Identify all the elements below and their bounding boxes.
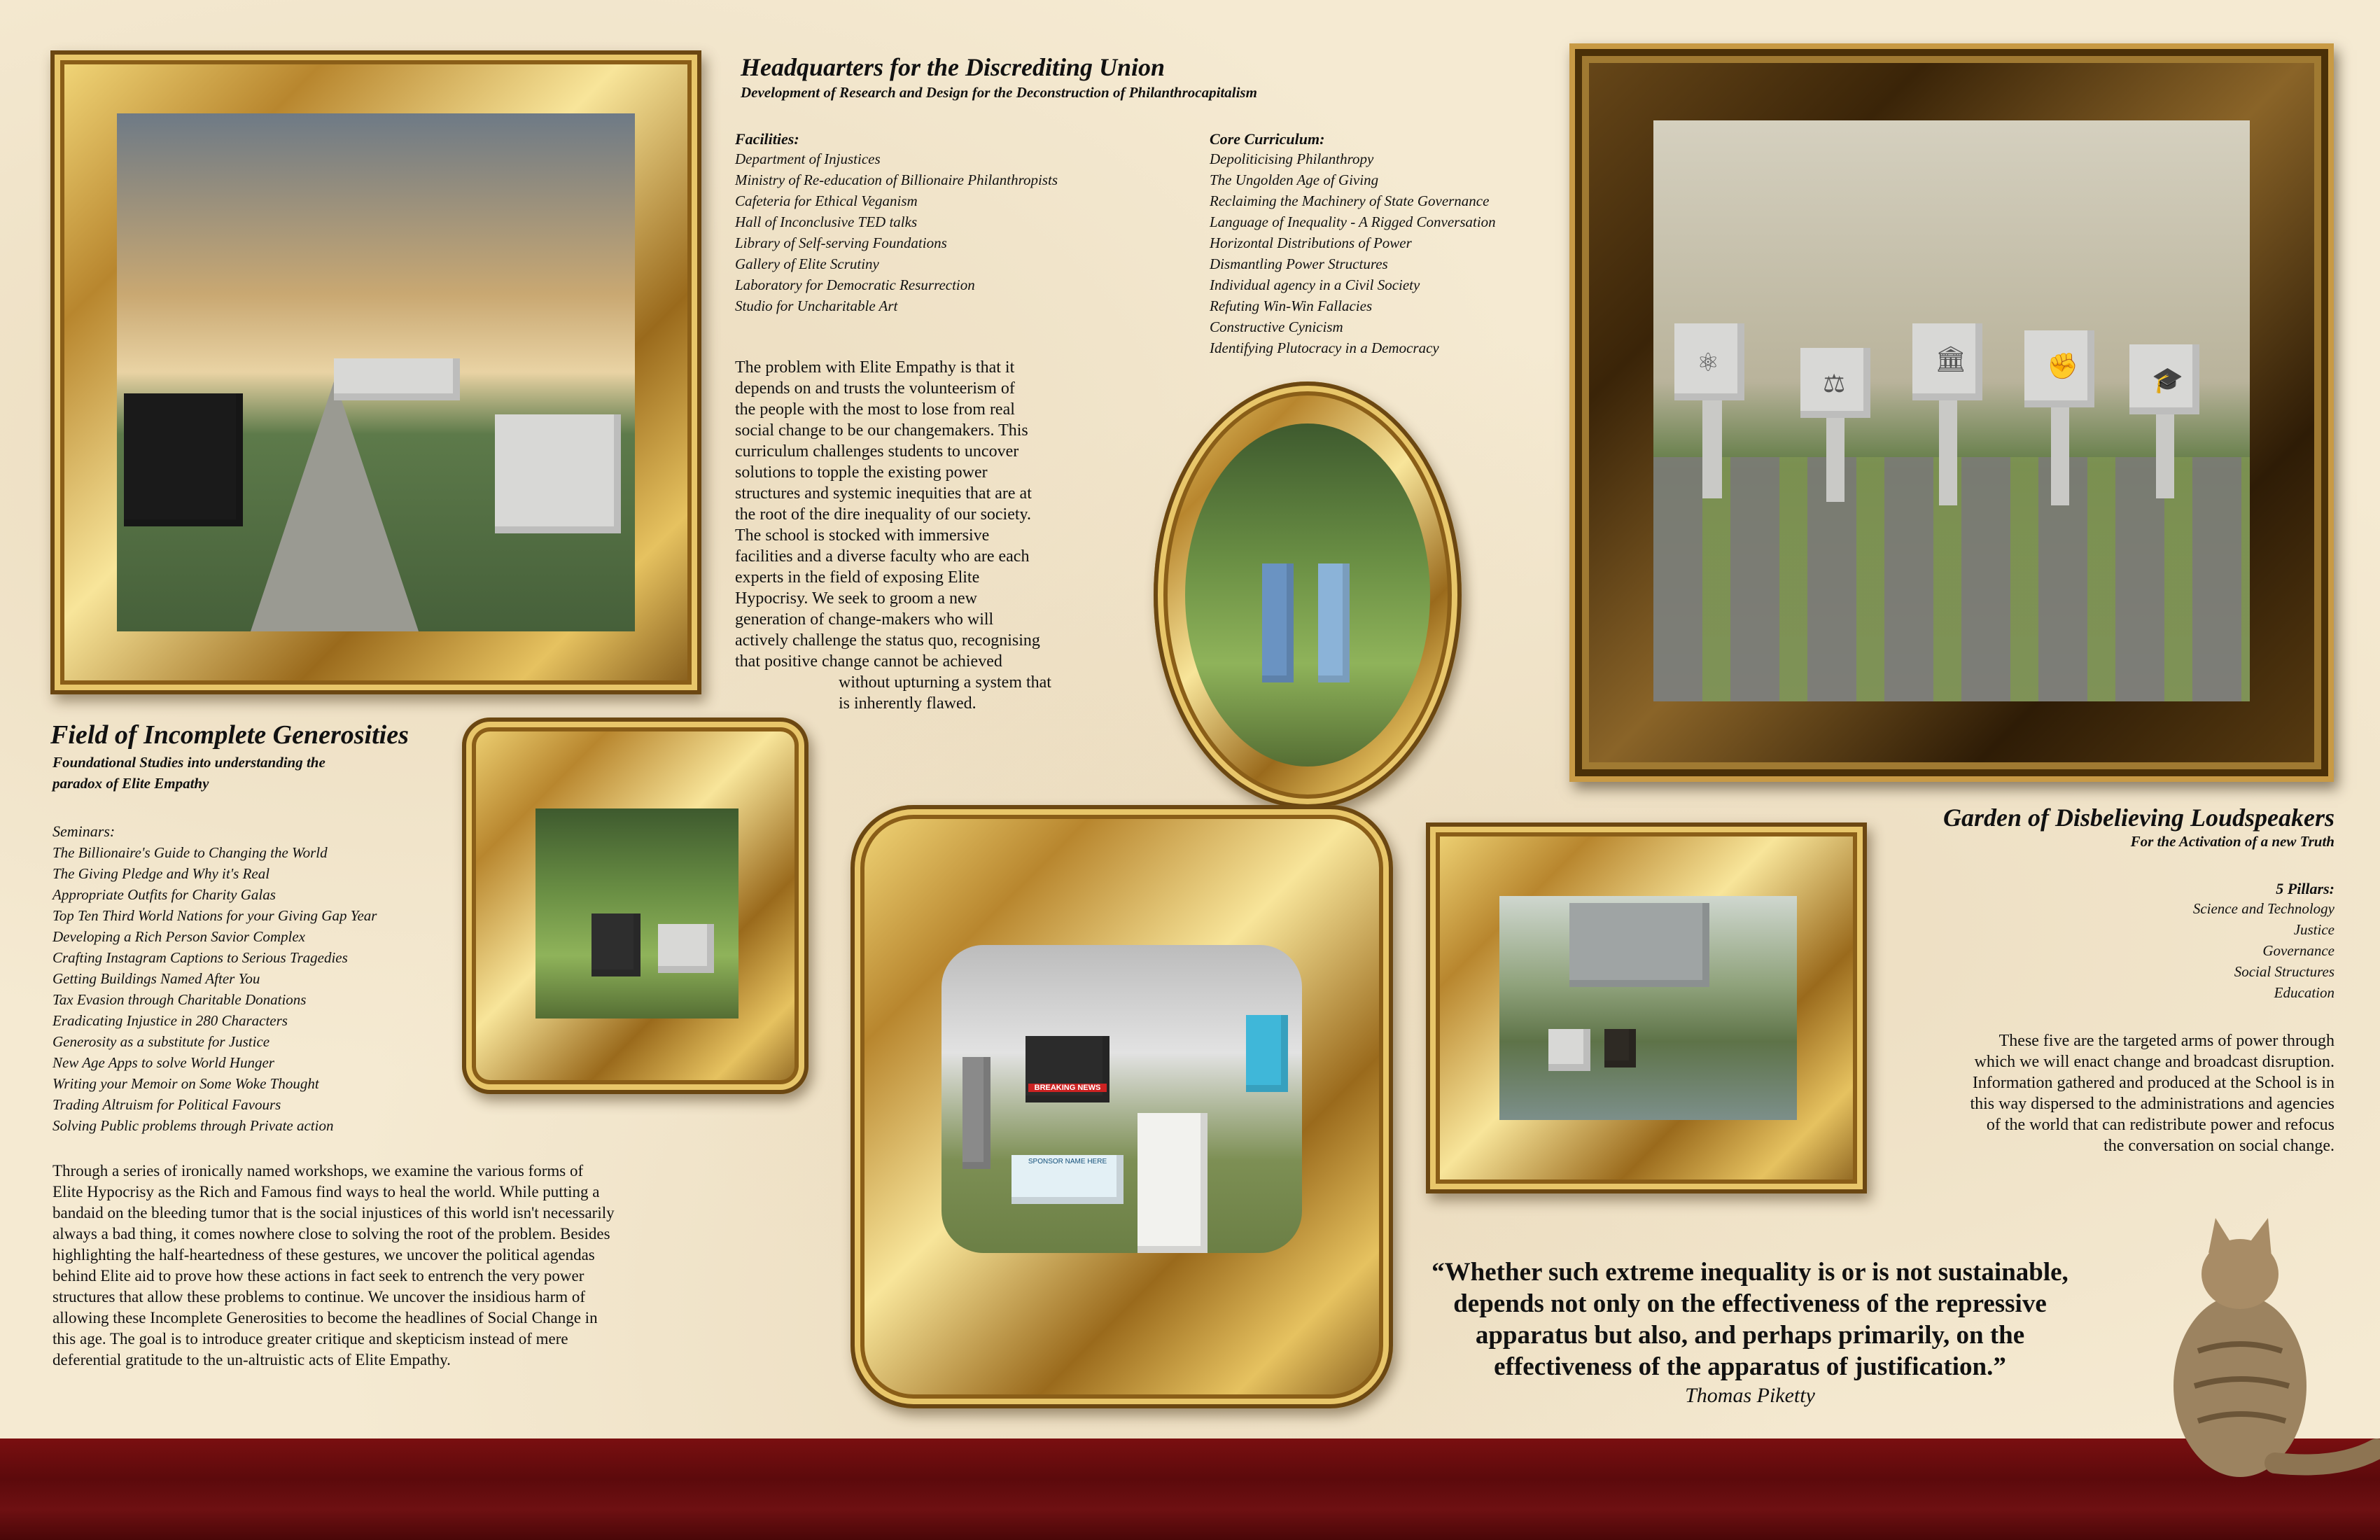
list-item: Hall of Inconclusive TED talks [735, 214, 918, 230]
red-floor [0, 1438, 2380, 1540]
stone-cube [658, 924, 714, 973]
grey-building [1569, 903, 1709, 987]
subtitle-line: Foundational Studies into understanding the [52, 754, 326, 771]
lake-painting [1499, 896, 1797, 1120]
list-item: Depoliticising Philanthropy [1210, 150, 1374, 167]
field-body [52, 1161, 752, 1371]
list-item: The Billionaire's Guide to Changing the World [52, 844, 328, 861]
bench-painting [536, 808, 738, 1018]
list-item: Laboratory for Democratic Resurrection [735, 276, 975, 293]
core-list [1210, 148, 1496, 358]
list-item: New Age Apps to solve World Hunger [52, 1054, 274, 1071]
list-item: Trading Altruism for Political Favours [52, 1096, 281, 1113]
body-line: allowing these Incomplete Generosities to become the headlines of Social Change in [52, 1309, 598, 1326]
cat-tail [2275, 1449, 2376, 1465]
list-item: The Giving Pledge and Why it's Real [52, 865, 270, 882]
hq-body [735, 357, 1127, 714]
list-item: Library of Self-serving Foundations [735, 234, 947, 251]
body-line: These five are the targeted arms of power through [1998, 1032, 2334, 1050]
body-line: generation of change-makers who will [735, 610, 994, 629]
body-line: without upturning a system that [839, 673, 1051, 692]
monitor-cube [1548, 1029, 1590, 1071]
list-item: Department of Injustices [735, 150, 881, 167]
body-line: this age. The goal is to introduce greater critique and skepticism instead of mere [52, 1330, 568, 1348]
body-line: bandaid on the bleeding tumor that is the social injustices of this world isn't necessarily [52, 1204, 615, 1222]
list-item: Top Ten Third World Nations for your Giving Gap Year [52, 907, 377, 924]
quote-line: depends not only on the effectiveness of the repressive [1453, 1289, 2047, 1318]
facilities-block [735, 130, 1058, 316]
pillar-stem-5 [2156, 414, 2174, 498]
list-item: Crafting Instagram Captions to Serious Tragedies [52, 949, 348, 966]
list-item: Constructive Cynicism [1210, 318, 1343, 335]
list-item: Education [2274, 984, 2334, 1001]
list-item: Appropriate Outfits for Charity Galas [52, 886, 276, 903]
list-item: Eradicating Injustice in 280 Characters [52, 1012, 288, 1029]
body-line: depends on and trusts the volunteerism of [735, 379, 1015, 398]
body-line: The problem with Elite Empathy is that it [735, 358, 1015, 377]
field-subtitle [52, 752, 326, 794]
pillars-block [2193, 880, 2334, 1003]
list-item: Justice [2293, 921, 2334, 938]
quote-line: “Whether such extreme inequality is or is not sustainable, [1432, 1258, 2068, 1287]
walker-left [1262, 564, 1294, 682]
tv-screen [1026, 1036, 1110, 1102]
pillars-painting [1653, 120, 2250, 701]
frame-gallery-painting [850, 805, 1393, 1408]
field-title: Field of Incomplete Generosities [50, 720, 409, 750]
scales-icon: ⚖ [1823, 370, 1846, 398]
list-item: Science and Technology [2192, 900, 2334, 917]
list-item: Gallery of Elite Scrutiny [735, 255, 879, 272]
body-line: highlighting the half-heartedness of these gestures, we uncover the political agendas [52, 1246, 595, 1264]
courthouse-icon: 🏛 [1935, 345, 1967, 373]
body-line: is inherently flawed. [839, 694, 976, 713]
distant-building [334, 358, 460, 400]
list-item: Dismantling Power Structures [1210, 255, 1388, 272]
body-line: facilities and a diverse faculty who are each [735, 547, 1030, 566]
garden-body [1844, 1030, 2334, 1156]
white-bench [495, 414, 621, 533]
hq-title: Headquarters for the Discrediting Union [741, 53, 1166, 81]
forest-walk-painting [1185, 424, 1430, 766]
pillar-stem-4 [2051, 407, 2069, 505]
frame-pillars-painting [1569, 43, 2334, 782]
list-item: Identifying Plutocracy in a Democracy [1210, 340, 1439, 356]
frame-path-painting [50, 50, 701, 694]
frame-bench-painting [462, 718, 808, 1094]
body-line: of the world that can redistribute power and refocus [1986, 1116, 2334, 1134]
list-item: Reclaiming the Machinery of State Governance [1210, 192, 1490, 209]
body-line: deferential gratitude to the un-altruistic acts of Elite Empathy. [52, 1351, 451, 1368]
body-line: Hypocrisy. We seek to groom a new [735, 589, 977, 608]
atom-icon: ⚛ [1697, 349, 1720, 377]
path-painting [117, 113, 635, 631]
body-line: Through a series of ironically named workshops, we examine the various forms of [52, 1162, 584, 1180]
frame-lake-painting [1426, 822, 1867, 1194]
man-in-white-suit [1138, 1113, 1208, 1253]
quote-line: effectiveness of the apparatus of justification.” [1494, 1352, 2006, 1381]
seminars-label: Seminars: [52, 822, 115, 840]
list-item: Social Structures [2234, 963, 2334, 980]
pillar-stem-3 [1939, 400, 1957, 505]
walker-right [1318, 564, 1350, 682]
seminars-list [52, 842, 377, 1136]
list-item: Horizontal Distributions of Power [1210, 234, 1412, 251]
pillar-stem-2 [1826, 418, 1844, 502]
body-line: the root of the dire inequality of our society. [735, 505, 1031, 524]
list-item: Generosity as a substitute for Justice [52, 1033, 270, 1050]
garden-subtitle: For the Activation of a new Truth [2130, 833, 2334, 850]
list-item: Writing your Memoir on Some Woke Thought [52, 1075, 319, 1092]
pillars-list [2193, 898, 2334, 1003]
list-item: Language of Inequality - A Rigged Conversation [1210, 214, 1496, 230]
core-curriculum-block [1210, 130, 1496, 358]
body-line: behind Elite aid to prove how these actions in fact seek to entrench the very power [52, 1267, 584, 1284]
body-line: actively challenge the status quo, recognising [735, 631, 1040, 650]
body-line: solutions to topple the existing power [735, 463, 988, 482]
statue [962, 1057, 990, 1169]
list-item: Developing a Rich Person Savior Complex [52, 928, 305, 945]
body-line: Elite Hypocrisy as the Rich and Famous find ways to heal the world. While putting a [52, 1183, 600, 1200]
body-line: the conversation on social change. [2104, 1137, 2334, 1155]
black-gate [124, 393, 243, 526]
hq-subtitle: Development of Research and Design for the Deconstruction of Philanthrocapitalism [741, 84, 1257, 101]
gallery-painting [941, 945, 1302, 1253]
quote-line: apparatus but also, and perhaps primarily, on the [1475, 1321, 2025, 1350]
garden-title: Garden of Disbelieving Loudspeakers [1943, 804, 2334, 832]
seminars-block [52, 821, 377, 1136]
seated-figure [592, 913, 640, 976]
body-line: social change to be our changemakers. This [735, 421, 1028, 440]
body-line: the people with the most to lose from real [735, 400, 1015, 419]
list-item: Tax Evasion through Charitable Donations [52, 991, 307, 1008]
body-line: that positive change cannot be achieved [735, 652, 1002, 671]
fist-icon: ✊ [2047, 352, 2078, 380]
list-item: Cafeteria for Ethical Veganism [735, 192, 918, 209]
sponsor-sign: SPONSOR NAME HERE [1028, 1158, 1107, 1166]
ad-screen [1246, 1015, 1288, 1092]
pillars-label: 5 Pillars: [2276, 880, 2334, 897]
oval-frame-forest [1154, 382, 1462, 808]
body-line: experts in the field of exposing Elite [735, 568, 980, 587]
list-item: The Ungolden Age of Giving [1210, 172, 1379, 188]
facilities-label: Facilities: [735, 130, 799, 148]
facilities-list [735, 148, 1058, 316]
body-line: Information gathered and produced at the School is in [1972, 1074, 2334, 1092]
list-item: Individual agency in a Civil Society [1210, 276, 1420, 293]
list-item: Refuting Win-Win Fallacies [1210, 298, 1373, 314]
piketty-quote [1414, 1256, 2086, 1409]
body-line: always a bad thing, it comes nowhere close to solving the root of the problem. Besides [52, 1225, 610, 1242]
breaking-news-sign: BREAKING NEWS [1028, 1084, 1107, 1092]
body-line: structures and systemic inequities that are at [735, 484, 1032, 503]
quote-author: Thomas Piketty [1685, 1384, 1815, 1407]
list-item: Solving Public problems through Private action [52, 1117, 334, 1134]
list-item: Ministry of Re-education of Billionaire Philanthropists [735, 172, 1058, 188]
body-line: The school is stocked with immersive [735, 526, 990, 545]
body-line: structures that allow these problems to continue. We uncover the insidious harm of [52, 1288, 586, 1306]
graduation-cap-icon: 🎓 [2152, 366, 2183, 394]
cat-illustration [2156, 1176, 2380, 1484]
core-label: Core Curriculum: [1210, 130, 1325, 148]
list-item: Getting Buildings Named After You [52, 970, 260, 987]
body-line: curriculum challenges students to uncover [735, 442, 1019, 461]
pillar-stem-1 [1702, 400, 1722, 498]
list-item: Studio for Uncharitable Art [735, 298, 898, 314]
body-line: which we will enact change and broadcast disruption. [1974, 1053, 2334, 1071]
gravel-path [251, 379, 419, 631]
subtitle-line: paradox of Elite Empathy [52, 775, 209, 792]
list-item: Governance [2262, 942, 2334, 959]
body-line: this way dispersed to the administrations and agencies [1970, 1095, 2334, 1113]
seated-couple [1604, 1029, 1636, 1068]
